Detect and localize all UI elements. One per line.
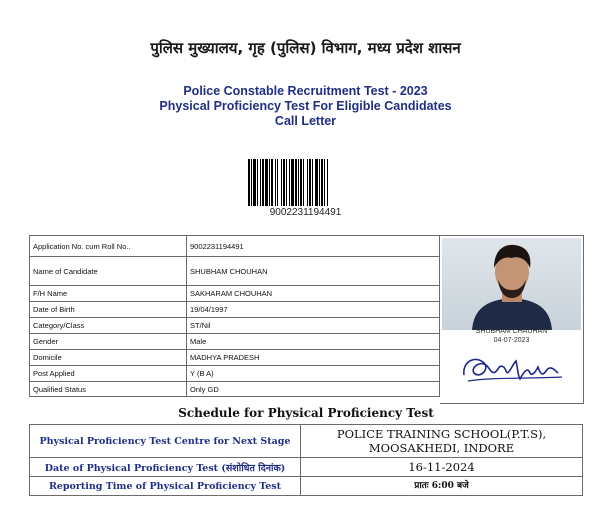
table-row — [30, 366, 440, 382]
candidate-photo-box — [440, 235, 584, 404]
schedule-title: Schedule for Physical Proficiency Test — [178, 406, 434, 420]
table-row — [30, 236, 440, 257]
table-row — [30, 286, 440, 302]
field-value: ST/Nil — [187, 318, 440, 334]
schedule-label: Date of Physical Proficiency Test (संशोधित दिनांक) — [30, 458, 301, 477]
person-icon — [442, 238, 581, 330]
schedule-value: 16-11-2024 — [301, 458, 583, 477]
field-label: Application No. cum Roll No.. — [30, 236, 187, 257]
schedule-value — [301, 425, 583, 458]
candidate-details-table — [29, 235, 440, 397]
field-value: Only GD — [187, 382, 440, 397]
table-row — [30, 382, 440, 397]
schedule-table — [29, 424, 583, 496]
schedule-label: Physical Proficiency Test Centre for Next Stage — [30, 425, 301, 458]
schedule-value: प्रातः 6:00 बजे — [301, 477, 583, 496]
field-value: 9002231194491 — [187, 236, 440, 257]
barcode-number: 9002231194491 — [269, 207, 342, 218]
field-value: SAKHARAM CHOUHAN — [187, 286, 440, 302]
table-row — [30, 350, 440, 366]
field-value: MADHYA PRADESH — [187, 350, 440, 366]
document-titles — [0, 84, 611, 129]
field-value: Y (B A) — [187, 366, 440, 382]
table-row — [30, 425, 583, 458]
table-row — [30, 458, 583, 477]
table-row — [30, 318, 440, 334]
field-value: 19/04/1997 — [187, 302, 440, 318]
field-label: Domicile — [30, 350, 187, 366]
photo-date-caption: 04-07-2023 — [493, 337, 530, 344]
recruitment-test-title: Police Constable Recruitment Test - 2023 — [183, 84, 428, 98]
department-title: पुलिस मुख्यालय, गृह (पुलिस) विभाग, मध्य प्रदेश शासन — [150, 39, 461, 57]
call-letter-title: Call Letter — [274, 114, 337, 128]
field-label: Date of Birth — [30, 302, 187, 318]
test-centre-line2: MOOSAKHEDI, INDORE — [368, 441, 515, 455]
field-value: Male — [187, 334, 440, 350]
field-value: SHUBHAM CHOUHAN — [187, 257, 440, 286]
ppt-title: Physical Proficiency Test For Eligible Candidates — [159, 99, 452, 113]
table-row — [30, 257, 440, 286]
schedule-label: Reporting Time of Physical Proficiency Test — [30, 477, 301, 496]
field-label: F/H Name — [30, 286, 187, 302]
table-row — [30, 334, 440, 350]
field-label: Category/Class — [30, 318, 187, 334]
barcode — [248, 159, 363, 206]
table-row — [30, 477, 583, 496]
candidate-photo — [442, 238, 581, 330]
field-label: Qualified Status — [30, 382, 187, 397]
field-label: Name of Candidate — [30, 257, 187, 286]
table-row — [30, 302, 440, 318]
photo-name-caption: SHUBHAM CHAUHAN — [475, 328, 548, 335]
signature — [454, 347, 574, 387]
field-label: Post Applied — [30, 366, 187, 382]
test-centre-line1: POLICE TRAINING SCHOOL(P.T.S), — [336, 427, 547, 441]
field-label: Gender — [30, 334, 187, 350]
